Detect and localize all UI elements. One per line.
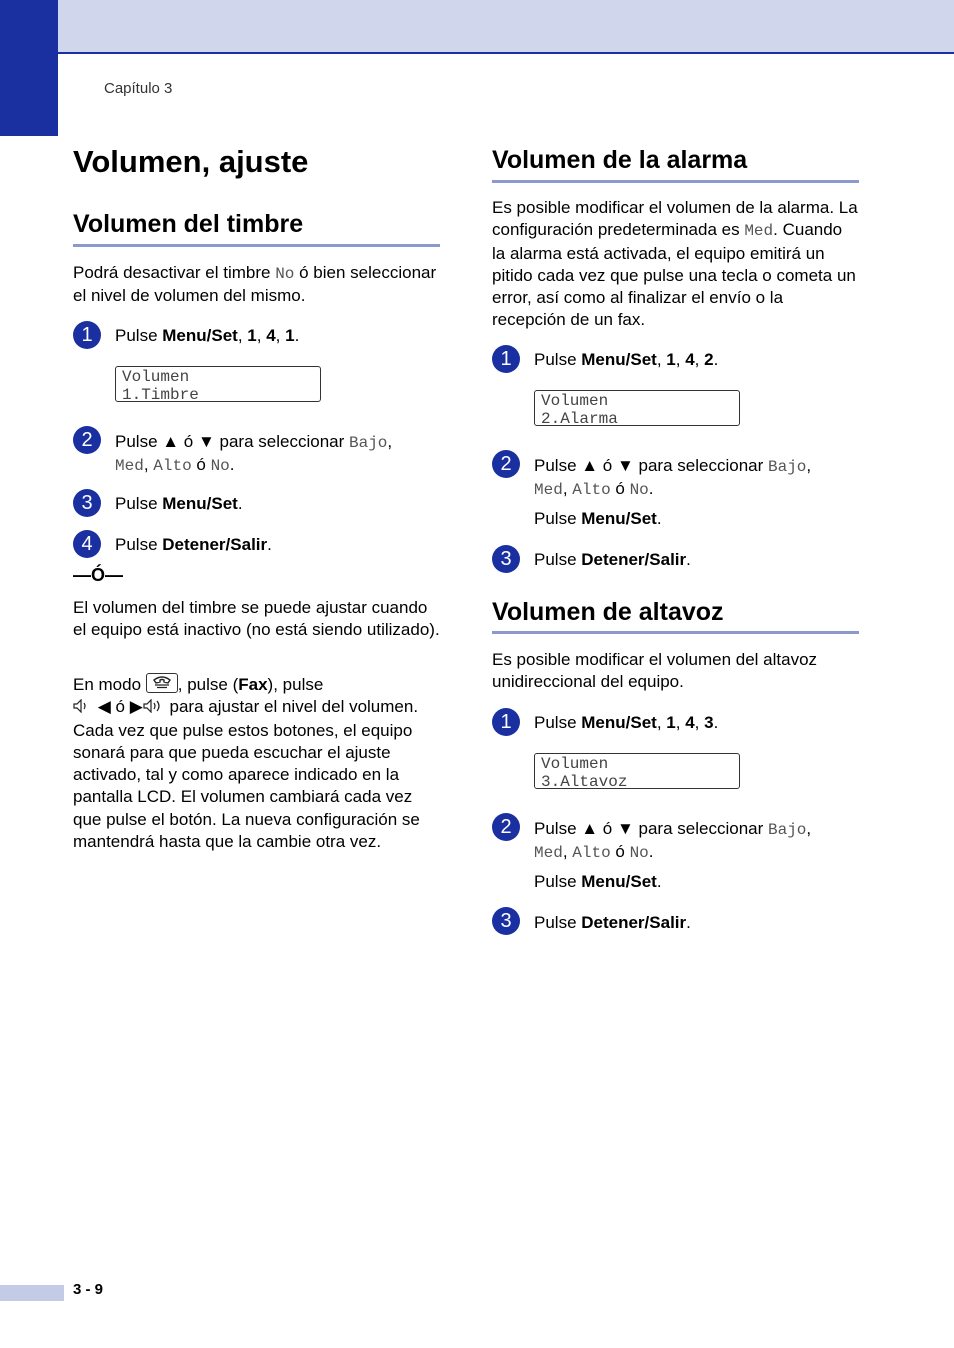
altavoz-intro: Es posible modificar el volumen del altavoz unidireccional del equipo. (492, 650, 818, 692)
lcd-display: Volumen 1.Timbre (115, 366, 321, 402)
volume-up-icon (143, 697, 165, 719)
section-heading-alarma: Volumen de la alarma (492, 146, 748, 174)
step-text: Pulse ▲ ó ▼ para seleccionar Bajo, Med, Alto ó No. (534, 456, 812, 500)
note-paragraph: El volumen del timbre se puede ajustar cuando el equipo está inactivo (no está siendo utilizado). (73, 598, 440, 640)
step-text: Pulse Menu/Set, 1, 4, 1. (115, 326, 300, 345)
chapter-label: Capítulo 3 (104, 80, 173, 97)
volume-down-icon (73, 697, 93, 719)
step-text: Pulse Detener/Salir. (534, 913, 691, 932)
step-subtext: Pulse Menu/Set. (534, 872, 662, 891)
step-text: Pulse Menu/Set, 1, 4, 3. (534, 713, 719, 732)
step-text: Pulse Detener/Salir. (115, 535, 272, 554)
step-number: 3 (492, 907, 520, 935)
step-number: 1 (73, 321, 101, 349)
section-rule (492, 180, 859, 183)
step-number: 4 (73, 530, 101, 558)
or-separator: —Ó— (73, 565, 124, 585)
step-text: Pulse ▲ ó ▼ para seleccionar Bajo, Med, Alto ó No. (115, 432, 393, 476)
section-heading-timbre: Volumen del timbre (73, 210, 304, 238)
section-rule (492, 631, 859, 634)
page-title: Volumen, ajuste (73, 144, 309, 179)
step-number: 2 (492, 813, 520, 841)
page-number: 3 - 9 (73, 1281, 104, 1298)
footer-bar (0, 1285, 64, 1301)
step-text: Pulse Detener/Salir. (534, 550, 691, 569)
step-subtext: Pulse Menu/Set. (534, 509, 662, 528)
step-text: Pulse ▲ ó ▼ para seleccionar Bajo, Med, Alto ó No. (534, 819, 812, 863)
section-rule (73, 244, 440, 247)
timbre-intro: Podrá desactivar el timbre No ó bien seleccionar el nivel de volumen del mismo. (73, 263, 437, 306)
step-number: 2 (492, 450, 520, 478)
lcd-display: Volumen 2.Alarma (534, 390, 740, 426)
lcd-display: Volumen 3.Altavoz (534, 753, 740, 789)
header-bar (0, 0, 954, 54)
step-text: Pulse Menu/Set. (115, 494, 243, 513)
step-number: 1 (492, 345, 520, 373)
step-text: Pulse Menu/Set, 1, 4, 2. (534, 350, 719, 369)
step-number: 3 (492, 545, 520, 573)
step-number: 1 (492, 708, 520, 736)
fax-mode-icon (146, 673, 178, 693)
section-heading-altavoz: Volumen de altavoz (492, 598, 724, 626)
note-paragraph-fax: En modo , pulse (Fax), pulse ◀ ó ▶ para ajustar el nivel del volumen. Cada vez que pulse estos botones, el equipo sonará para que pueda escuchar el ajuste activado, tal y como aparece indicado en la pantalla LCD. El volumen cambiará cada vez que pulse el botón. La nueva configuración se mantendrá hasta que la cambie otra vez. (73, 675, 420, 852)
alarma-intro: Es posible modificar el volumen de la alarma. La configuración predeterminada es Med. Cuando la alarma está activada, el equipo emitirá un pitido cada vez que pulse una tecla o cometa un error, así como al finalizar el envío o la recepción de un fax. (492, 198, 858, 330)
step-number: 3 (73, 489, 101, 517)
chapter-tab (0, 0, 58, 136)
right-arrow-icon: ▶ (129, 697, 143, 717)
step-number: 2 (73, 426, 101, 454)
left-arrow-icon: ◀ (97, 697, 111, 717)
